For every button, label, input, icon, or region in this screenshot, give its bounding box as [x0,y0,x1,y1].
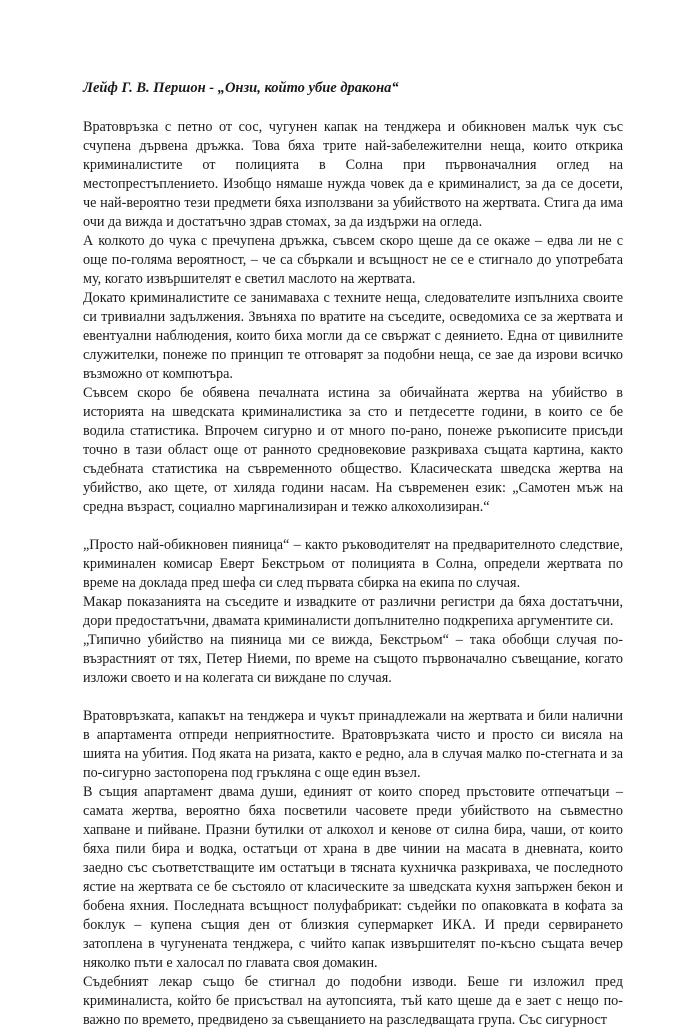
paragraph: А колкото до чука с пречупена дръжка, съвсем скоро щеше да се окаже – едва ли не с още по-голяма вероятност, – че са сбъркали и всъщност не се е стигнало до употребата му, когато извършителят е светил маслото на жертвата. [83,233,623,287]
document-title: Лейф Г. В. Першон - „Онзи, който убие дракона“ [83,80,399,96]
paragraph: „Просто най-обикновен пияница“ – както ръководителят на предварителното следствие, криминален комисар Еверт Бекстрьом от полицията в Солна, определи жертвата по време на доклада пред шефа си след първата сбирка на екипа по случая. [83,537,623,591]
paragraph: „Типично убийство на пияница ми се вижда, Бекстрьом“ – така обобщи случая по-възрастният от тях, Петер Ниеми, по време на същото първоначално съвещание, когато изложи своето и на колегата си виждане по случая. [83,632,623,686]
paragraph: В същия апартамент двама души, единият от които според пръстовите отпечатъци – самата жертва, вероятно бяха посветили часовете преди убийството на съвместно хапване и пийване. Празни бутилки от алкохол и кенове от силна бира, чаши, от които бяха пили бира и водка, остатъци от храна в две чинии на масата в дневната, които заедно със съответстващите им остатъци в тясната кухничка разкриваха, че последното ястие на жертвата се бе състояло от класическите за шведската кухня запържен бекон и бобена яхния. Последната всъщност полуфабрикат: съдейки по опаковката в кофата за боклук – купена същия ден от близкия супермаркет ИКА. И преди сервирането затоплена в чугунената тенджера, с чийто капак извършителят по-късно същата вечер няколко пъти е халосал по главата своя домакин. [83,784,623,971]
paragraph: Съвсем скоро бе обявена печалната истина за обичайната жертва на убийство в историята на шведската криминалистика за сто и петдесетте години, в които се бе водила статистика. Впрочем сигурно и от много по-рано, понеже ръкописите присъди точно в тази област още от ранното средновековие разкриваха същата картина, както съдебната статистика на съвременното общество. Класическата шведска жертва на убийство, ако щете, от хиляда години насам. На съвременен език: „Самотен мъж на средна възраст, социално маргинализиран и тежко алкохолизиран.“ [83,385,623,515]
paragraph: Вратовръзката, капакът на тенджера и чукът принадлежали на жертвата и били налични в апартамента отпреди неприятностите. Вратовръзката чисто и просто си висяла на шията на убития. Под яката на ризата, както е редно, ала в случая малко по-стегната и за по-сигурно застопорена под гръкляна с още един възел. [83,708,623,781]
paragraph: Вратовръзка с петно от сос, чугунен капак на тенджера и обикновен малък чук със счупена дървена дръжка. Това бяха трите най-забележителни неща, които открика криминалистите от полицията в Солна при първоначалния оглед на местопрестъплението. Изобщо нямаше нужда човек да е криминалист, за да се досети, че най-вероятно тези предмети бяха използвани за убийството на жертвата. Стига да има очи да вижда и достатъчно здрав стомах, за да издържи на огледа. [83,119,623,230]
paragraph: Докато криминалистите се занимаваха с техните неща, следователите изпълниха своите си тривиални задължения. Звъняха по вратите на съседите, осведомиха се за жертвата и евентуални наблюдения, които биха могли да се свържат с деянието. Една от цивилните служителки, понеже по принцип те отговарят за подобни неща, се зае да изрови всичко възможно от компютъра. [83,290,623,382]
paragraph: Съдебният лекар също бе стигнал до подобни изводи. Беше ги изложил пред криминалиста, който бе присъствал на аутопсията, тъй като щеше да е зает с нещо по-важно по времето, предвидено за съвещанието на разследващата група. Със сигурност [83,974,623,1028]
document-body [83,118,623,1030]
paragraph: Макар показанията на съседите и извадките от различни регистри да бяха достатъчни, дори предостатъчни, двамата криминалисти допълнително подкрепиха аргументите си. [83,594,623,629]
